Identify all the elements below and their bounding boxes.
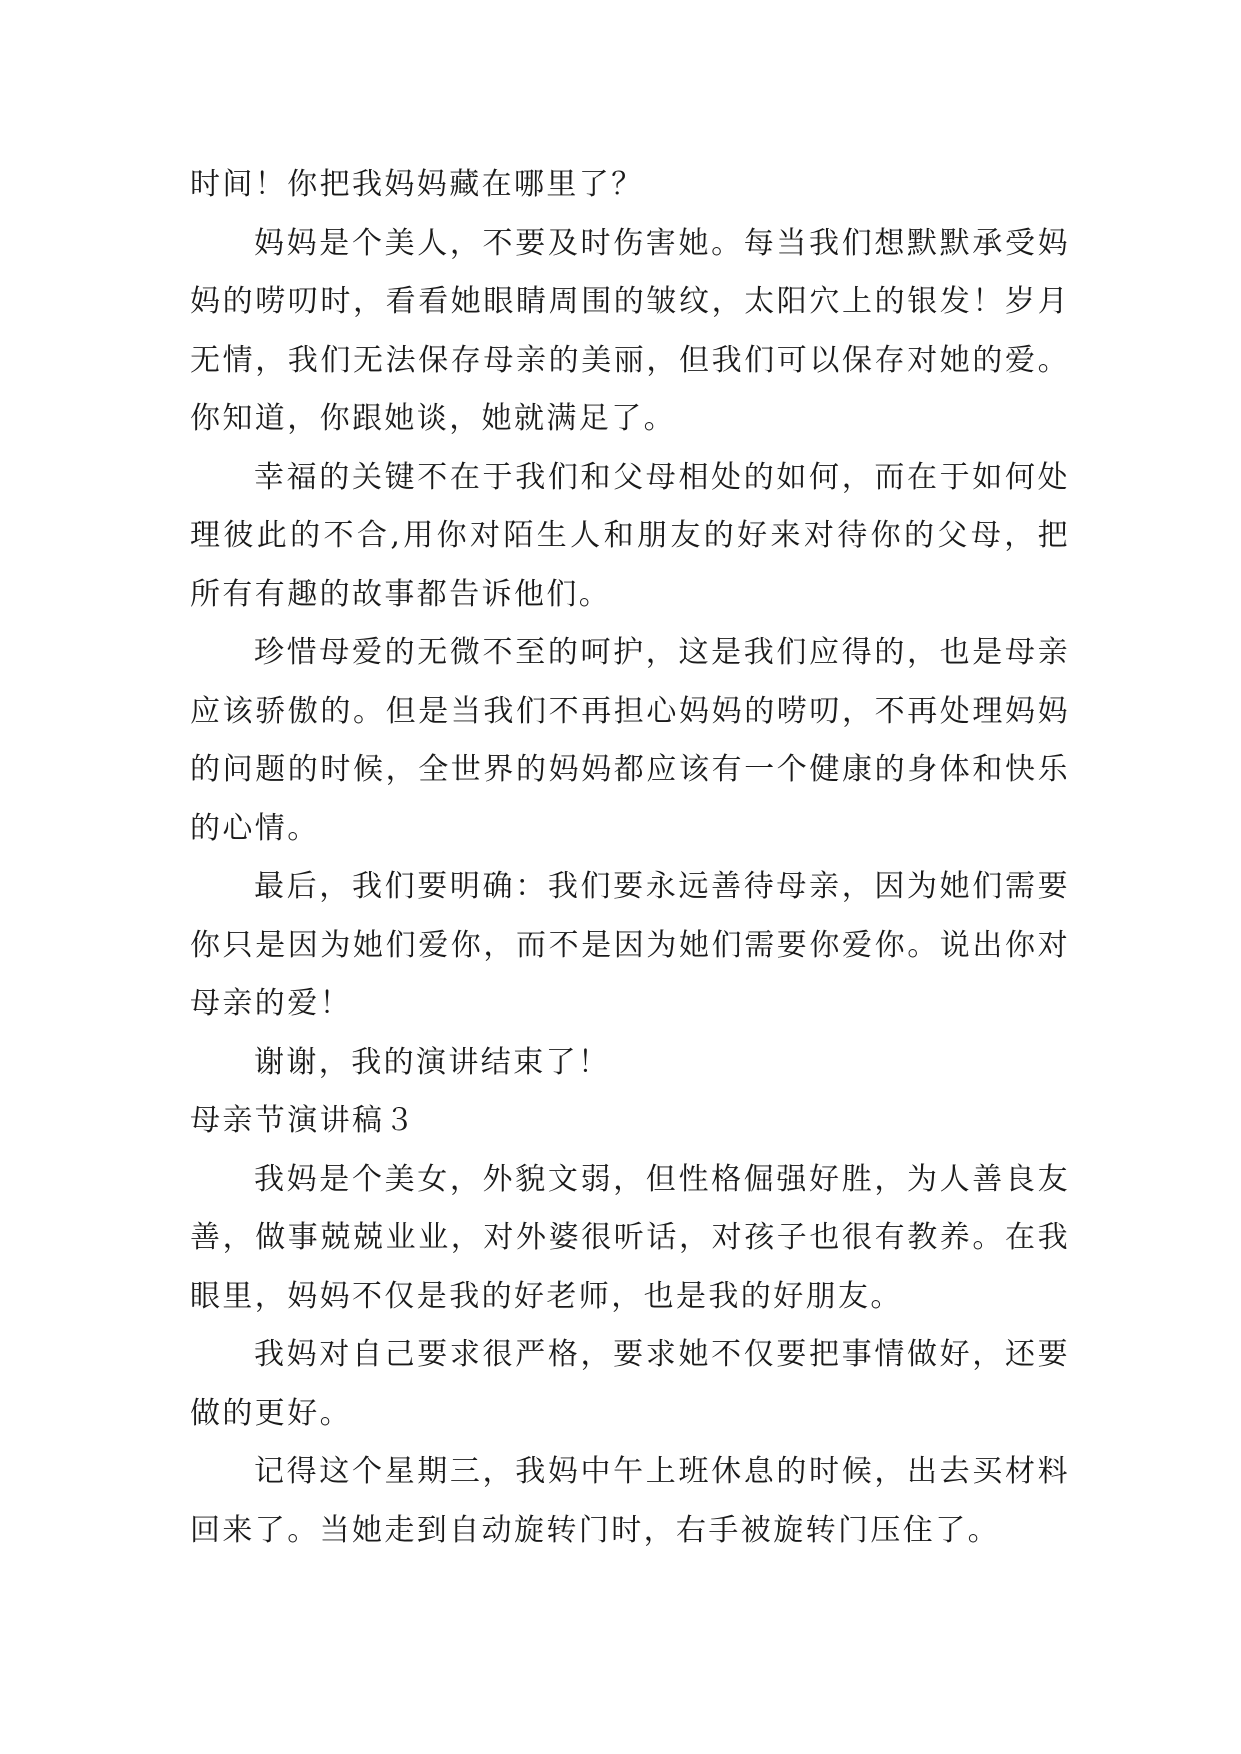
paragraph: 珍惜母爱的无微不至的呵护，这是我们应得的，也是母亲应该骄傲的。但是当我们不再担心妈妈的唠叨，不再处理妈妈的问题的时候，全世界的妈妈都应该有一个健康的身体和快乐的心情。: [190, 635, 1070, 846]
paragraph: 谢谢，我的演讲结束了！: [254, 1044, 611, 1080]
document-body: [190, 156, 1070, 1560]
paragraph: 我妈对自己要求很严格，要求她不仅要把事情做好，还要做的更好。: [190, 1337, 1070, 1431]
paragraph: 记得这个星期三，我妈中午上班休息的时候，出去买材料回来了。当她走到自动旋转门时，右手被旋转门压住了。: [190, 1454, 1070, 1548]
paragraph: 幸福的关键不在于我们和父母相处的如何，而在于如何处理彼此的不合,用你对陌生人和朋友的好来对待你的父母，把所有有趣的故事都告诉他们。: [190, 459, 1070, 612]
paragraph: 时间！你把我妈妈藏在哪里了？: [190, 167, 644, 202]
section-title: 母亲节演讲稿３: [190, 1103, 417, 1138]
paragraph: 妈妈是个美人，不要及时伤害她。每当我们想默默承受妈妈的唠叨时，看看她眼睛周围的皱纹，太阳穴上的银发！岁月无情，我们无法保存母亲的美丽，但我们可以保存对她的爱。你知道，你跟她谈，她就满足了。: [190, 225, 1070, 436]
paragraph: 我妈是个美女，外貌文弱，但性格倔强好胜，为人善良友善，做事兢兢业业，对外婆很听话，对孩子也很有教养。在我眼里，妈妈不仅是我的好老师，也是我的好朋友。: [190, 1161, 1070, 1314]
paragraph: 最后，我们要明确：我们要永远善待母亲，因为她们需要你只是因为她们爱你，而不是因为她们需要你爱你。说出你对母亲的爱！: [190, 869, 1070, 1021]
